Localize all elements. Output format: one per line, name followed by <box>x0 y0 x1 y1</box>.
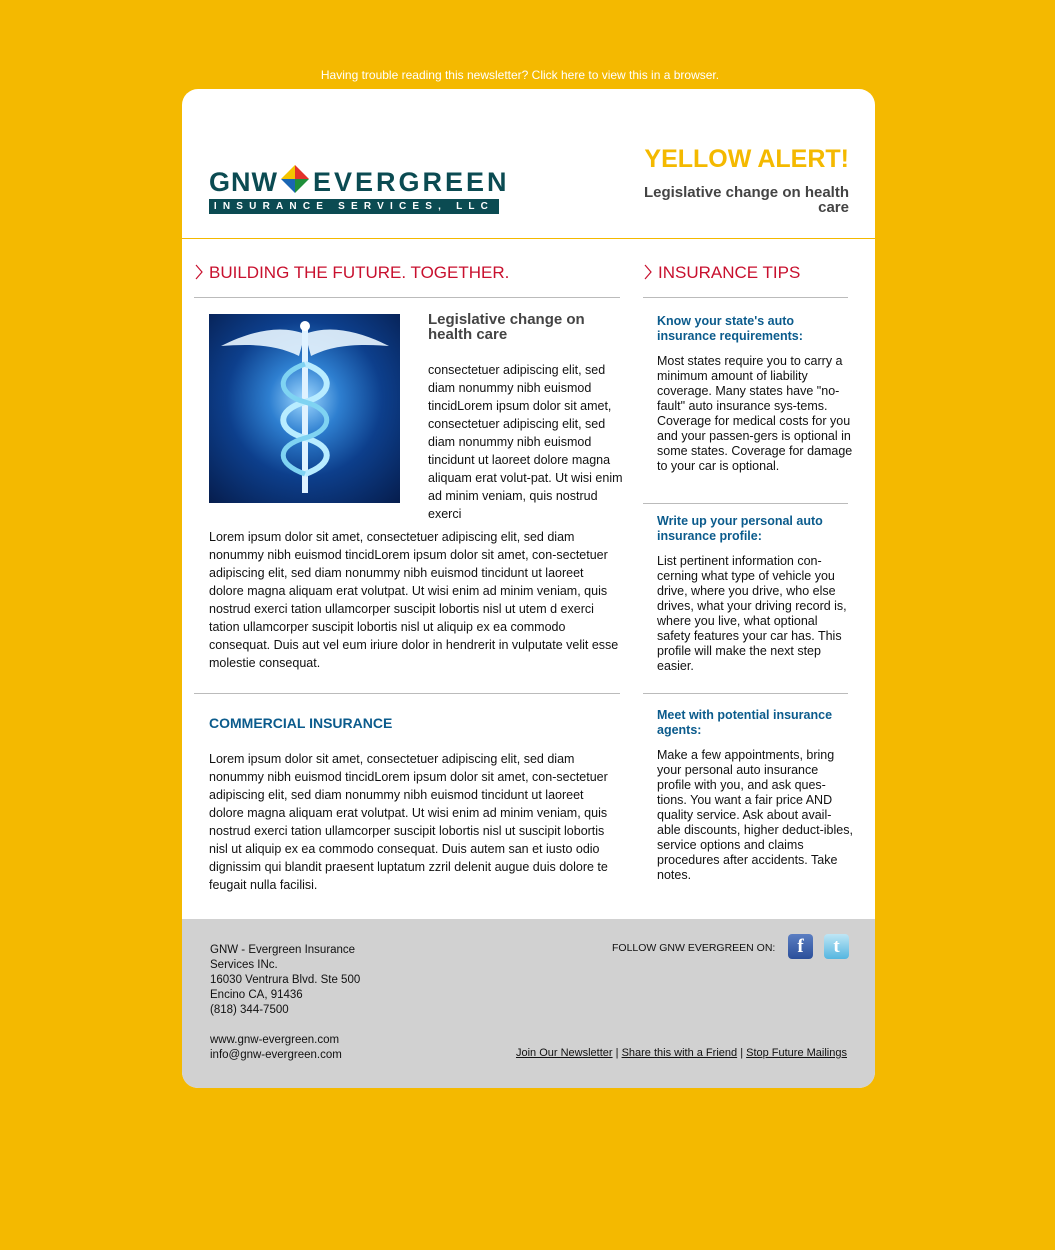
link-separator: | <box>615 1047 619 1059</box>
commercial-insurance-title: COMMERCIAL INSURANCE <box>209 715 393 731</box>
address-line: Encino CA, 91436 <box>210 989 303 1001</box>
chevron-right-icon <box>643 264 653 280</box>
article-intro: consectetuer adipiscing elit, sed diam nonummy nibh euismod tincidLorem ipsum dolor sit amet, consectetuer adipiscing elit, sed diam nonummy nibh euismod tincidunt ut laoreet dolore magna aliquam erat volut-pat. Ut wisi enim ad minim veniam, quis nostrud exerci <box>428 363 623 521</box>
facebook-button[interactable] <box>788 934 813 959</box>
article-body: Lorem ipsum dolor sit amet, consectetuer adipiscing elit, sed diam nonummy nibh euismod tincidLorem ipsum dolor sit amet, con-sectetuer adipiscing elit, sed diam nonummy nibh euismod tincidunt ut laoreet dolore magna aliquam erat volutpat. Ut wisi enim ad minim veniam, quis nostrud exerci tation ullamcorper suscipit lobortis nisl ut utem d exerci tation ullamcorper suscipit lobortis nisl ut aliquip ex ea commodo consequat. Duis aut vel eum iriure dolor in hendrerit in vulputate velit esse molestie consequat. <box>209 530 619 670</box>
chevron-right-icon <box>194 264 204 280</box>
article-title: Legislative change on health care <box>428 311 585 343</box>
join-newsletter-link[interactable]: Join Our Newsletter <box>515 1047 613 1059</box>
caduceus-icon <box>209 314 400 503</box>
follow-label: FOLLOW GNW EVERGREEN ON: <box>612 942 776 954</box>
newsletter-footer <box>182 919 875 1088</box>
tip-title: Write up your personal auto insurance profile: <box>657 514 823 543</box>
tip-title: Meet with potential insurance agents: <box>657 708 833 737</box>
website-link[interactable]: www.gnw-evergreen.com <box>210 1034 340 1046</box>
newsletter-card <box>182 89 875 1088</box>
logo-word-gnw: GNW <box>209 167 278 197</box>
divider <box>643 693 848 694</box>
company-address <box>210 943 400 1018</box>
divider <box>643 297 848 298</box>
alert-title: YELLOW ALERT! <box>644 145 849 173</box>
address-line: 16030 Ventrura Blvd. Ste 500 <box>210 974 361 986</box>
tip-body: List pertinent information con-cerning what type of vehicle you drive, where you drive, who else drives, what your driving record is, where you live, what optional safety features your car has. This profile will make the next step easier. <box>657 554 847 673</box>
divider <box>643 503 848 504</box>
address-line: Services INc. <box>210 959 278 971</box>
view-in-browser-link[interactable]: Having trouble reading this newsletter? Click here to view this in a browser. <box>320 68 720 82</box>
address-line: GNW - Evergreen Insurance <box>210 944 356 956</box>
caduceus-image <box>209 314 400 503</box>
divider <box>194 693 620 694</box>
phone-number: (818) 344-7500 <box>210 1004 289 1016</box>
alert-subtitle: Legislative change on health care <box>643 184 849 216</box>
tip-title: Know your state's auto insurance requirements: <box>657 314 803 343</box>
commercial-insurance-body: Lorem ipsum dolor sit amet, consectetuer adipiscing elit, sed diam nonummy nibh euismod tincidLorem ipsum dolor sit amet, con-sectetuer adipiscing elit, sed diam nonummy nibh euismod tincidunt ut laoreet dolore magna aliquam erat volutpat. Ut wisi enim ad minim veniam, quis nostrud exerci tation ullamcorper suscipit lobortis nisl ut suscipit lobortis nisl ut aliquip ex ea commodo consequat. Duis autem san et iusto odio dignissim qui blandit praesent luptatum zzril delenit augue duis dolore te feugait nulla facilisi. <box>209 752 608 892</box>
tip-body: Most states require you to carry a minimum amount of liability coverage. Many states have "no-fault" auto insurance sys-tems. Coverage for medical costs for you and your passen-gers is optional in some states. Coverage for damage to your car is optional. <box>657 354 853 473</box>
twitter-icon: t <box>833 936 840 957</box>
divider <box>194 297 620 298</box>
logo-tagline: INSURANCE SERVICES, LLC <box>209 199 499 214</box>
newsletter-header <box>182 89 875 239</box>
section-title-insurance-tips: INSURANCE TIPS <box>658 263 801 282</box>
logo-word-evergreen: EVERGREEN <box>313 167 510 197</box>
company-logo[interactable] <box>209 165 510 215</box>
stop-mailings-link[interactable]: Stop Future Mailings <box>746 1047 847 1059</box>
contact-info <box>210 1033 342 1063</box>
link-separator: | <box>740 1047 744 1059</box>
footer-links <box>516 1047 847 1059</box>
facebook-icon: f <box>797 936 804 957</box>
diamond-logo-icon <box>281 165 309 193</box>
logo-wordmark <box>209 165 510 197</box>
share-with-friend-link[interactable]: Share this with a Friend <box>621 1047 738 1059</box>
twitter-button[interactable] <box>824 934 849 959</box>
email-link[interactable]: info@gnw-evergreen.com <box>210 1049 342 1061</box>
section-title-building-future: BUILDING THE FUTURE. TOGETHER. <box>209 263 510 282</box>
tip-body: Make a few appointments, bring your personal auto insurance profile with you, and ask ques-tions. You want a fair price AND quality service. Ask about avail-able discounts, higher deduct-ibles, service options and claims procedures after accidents. Take notes. <box>657 748 853 882</box>
